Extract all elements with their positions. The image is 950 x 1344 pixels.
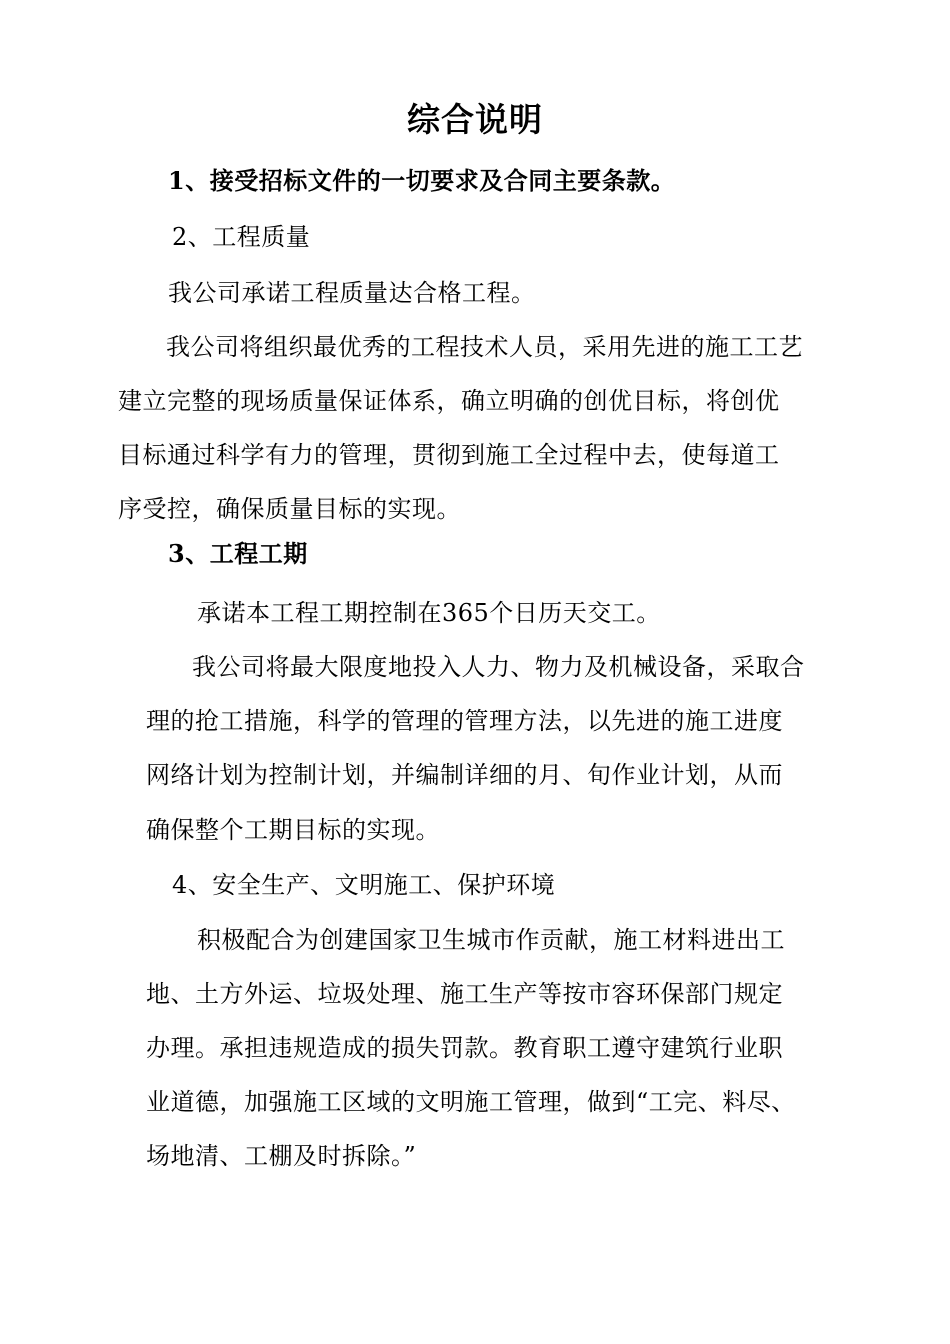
- section-4-paragraph-line-3: 办理。承担违规造成的损失罚款。教育职工遵守建筑行业职: [146, 1034, 783, 1062]
- section-3-paragraph-2-line-1: 我公司将最大限度地投入人力、物力及机械设备，采取合: [192, 653, 805, 681]
- section-2-paragraph-2-line-3: 目标通过科学有力的管理，贯彻到施工全过程中去，使每道工: [118, 441, 780, 469]
- section-3-heading: 3、工程工期: [168, 539, 308, 568]
- section-4-paragraph-line-2: 地、土方外运、垃圾处理、施工生产等按市容环保部门规定: [146, 980, 783, 1008]
- item-1: 1、接受招标文件的一切要求及合同主要条款。: [168, 166, 676, 195]
- section-3-paragraph-2-line-4: 确保整个工期目标的实现。: [146, 816, 440, 844]
- section-2-paragraph-1: 我公司承诺工程质量达合格工程。: [168, 279, 536, 307]
- section-2-paragraph-2-line-2: 建立完整的现场质量保证体系，确立明确的创优目标，将创优: [118, 387, 780, 415]
- section-4-paragraph-line-4: 业道德，加强施工区域的文明施工管理，做到“工完、料尽、: [146, 1088, 796, 1116]
- section-4-paragraph-line-1: 积极配合为创建国家卫生城市作贡献，施工材料进出工: [197, 926, 785, 954]
- section-4-paragraph-line-5: 场地清、工棚及时拆除。”: [146, 1142, 417, 1170]
- section-3-paragraph-2-line-3: 网络计划为控制计划，并编制详细的月、旬作业计划，从而: [146, 761, 783, 789]
- section-2-paragraph-2-line-4: 序受控，确保质量目标的实现。: [118, 495, 461, 523]
- section-2-heading: 2、工程质量: [172, 223, 311, 251]
- page-title: 综合说明: [407, 100, 543, 139]
- section-4-heading: 4、安全生产、文明施工、保护环境: [172, 871, 556, 899]
- section-3-paragraph-2-line-2: 理的抢工措施，科学的管理的管理方法，以先进的施工进度: [146, 707, 783, 735]
- section-3-paragraph-1: 承诺本工程工期控制在365个日历天交工。: [197, 599, 661, 627]
- section-2-paragraph-2-line-1: 我公司将组织最优秀的工程技术人员，采用先进的施工工艺: [166, 333, 803, 361]
